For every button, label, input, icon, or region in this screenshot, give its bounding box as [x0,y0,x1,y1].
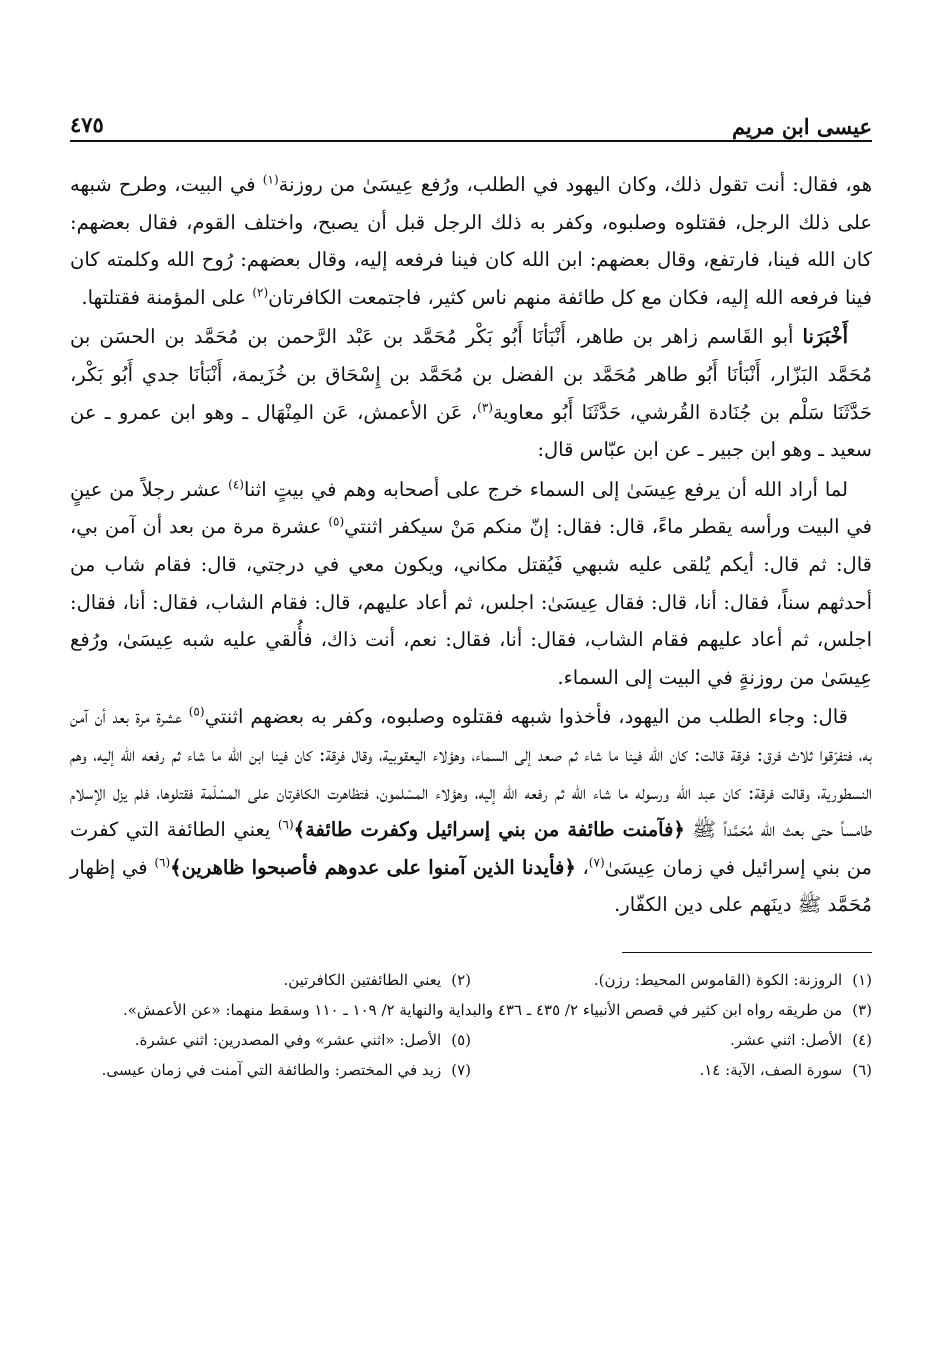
paragraph [70,166,872,316]
text-run: عشرة مرة بعد أن آمن به، فتفرّقوا ثلاث فرق: فرقة قالت: كان الله فينا ما شاء ثم صعد إلى السماء، وهؤلاء اليعقوبية، وقال فرقة: كان فينا ابن الله ما شاء ثم رفعه الله إليه، وهم النسطورية، وقالت فرقة: كان عبد الله ورسوله ما شاء الله ثم رفعه الله إليه، وهؤلاء المسْلمون، فتظاهرت الكافرتان على المسْلَمة فقتلوها، فلم يزل الإسلام طامساً حتى بعث الله مُحَمَّداً ﷺ [70,705,872,842]
footnote-reference: (٢) [252,285,269,300]
footnote-text: الأصل: اثني عشر. [730,1030,843,1049]
footnote-text: سورة الصف، الآية: ١٤. [699,1060,843,1079]
book-page [70,108,872,1085]
running-title: عيسى ابن مريم [731,114,872,139]
text-run: لما أراد الله أن يرفع عِيسَىٰ إلى السماء خرج على أصحابه وهم في بيتٍ اثنا [243,477,849,501]
footnote-number: (١) [852,970,872,989]
text-run: عشرة مرة من بعد أن آمن بي، قال: ثم قال: أيكم يُلقى عليه شبهي فَيُقتل مكاني، ويكون معي في درجتي، قال: فقام شاب من أحدثهم سناً، فقال: أنا، قال: فقال عِيسَىٰ: اجلس، ثم أعاد عليهم، قال: فقام الشاب، فقال: أنا، فقال: اجلس، ثم أعاد عليهم فقام الشاب، فقال: أنا، فقال: نعم، أنت ذاك، فأُلقي عليه شبه عِيسَىٰ، ورُفع عِيسَىٰ من روزنةٍ في البيت إلى السماء. [70,515,872,689]
paragraph [70,698,872,924]
quran-quote: ﴿فآمنت طائفة من بني إسرائيل وكفرت طائفة﴾ [293,818,685,842]
footnote-reference: (٤) [228,477,244,492]
footnote-reference: (٥) [328,514,345,529]
footnote-4 [471,1025,872,1055]
footnote-text: يعني الطائفتين الكافرتين. [283,970,442,989]
footnote-number: (٧) [451,1060,471,1079]
paragraph [70,318,872,468]
footnote-row [70,965,872,995]
footnote-number: (٦) [852,1060,872,1079]
quran-quote: ﴿فأيدنا الذين آمنوا على عدوهم فأصبحوا ظاهرين﴾ [170,855,576,879]
text-run: على المؤمنة فقتلتها. [81,285,253,309]
text-run: أبو القَاسم زاهر بن طاهر، أَنْبَأنَا أَبُو بَكْر مُحَمَّد بن عَبْد الرَّحمن بن مُحَمَّد بن الحسَن بن مُحَمَّد البَزّار، أَنْبَأنَا أَبُو طاهر مُحَمَّد بن الفضل بن مُحَمَّد بن إِسْحَاق بن خُزَيمة، أَنْبَأنَا جدي أَبُو بَكْر، حَدَّثَنَا سَلْم بن جُنَادة القُرشي، حَدَّثَنَا أَبُو معاوية [70,325,873,424]
footnote-3 [70,995,872,1025]
footnote-row [70,1055,872,1085]
text-run: في إظهار مُحَمَّد ﷺ دينَهم على دين الكفّار. [70,855,872,917]
footnote-text: الروزنة: الكوة (القاموس المحيط: رزن). [593,970,843,989]
footnote-text: زيد في المختصر: والطائفة التي آمنت في زمان عيسى. [101,1060,442,1079]
footnote-number: (٤) [852,1030,872,1049]
paragraph [70,471,872,697]
footnote-2 [70,965,471,995]
footnote-reference: (٥) [188,704,205,719]
footnote-reference: (١) [262,172,279,187]
footnote-reference: (٧) [588,855,605,870]
text-run: ، عَن الأعمش، عَن المِنْهَال ـ وهو ابن عمرو ـ عن سعيد ـ وهو ابن جبير ـ عن ابن عبّاس قال: [70,400,872,462]
footnote-1 [471,965,872,995]
text-run: عشر رجلاً من عينٍ في البيت ورأسه يقطر ماءً، قال: فقال: إنّ منكم مَنْ سيكفر اثنتي [70,477,872,539]
footnote-text: من طريقه رواه ابن كثير في قصص الأنبياء ٢/ ٤٣٥ ـ ٤٣٦ والبداية والنهاية ٢/ ١٠٩ ـ ١١٠ وسقط منهما: «عن الأعمش». [122,1000,843,1019]
footnote-5 [70,1025,471,1055]
text-run: يعني الطائفة التي كفرت من بني إسرائيل في زمان عِيسَىٰ [70,818,872,879]
page-number: ٤٧٥ [70,112,104,137]
text-run: ، [575,855,589,879]
isnad-lead-word: أَخْبَرَنا [802,325,848,349]
text-run: هو، فقال: أنت تقول ذلك، وكان اليهود في الطلب، ورُفع عِيسَىٰ من روزنة [278,173,872,196]
footnotes [70,965,872,1085]
main-text [70,166,872,924]
running-header [70,108,872,142]
footnote-reference: (٦) [154,855,171,870]
footnote-6 [471,1055,872,1085]
footnote-reference: (٦) [277,817,294,832]
footnote-separator [622,952,872,953]
text-run: قال: وجاء الطلب من اليهود، فأخذوا شبهه فقتلوه وصلبوه، وكفر به بعضهم اثنتي [204,705,848,729]
footnote-row [70,1025,872,1055]
footnote-reference: (٣) [477,400,493,415]
footnote-number: (٢) [451,970,471,989]
text-run: في البيت، وطرح شبهه على ذلك الرجل، فقتلوه وصلبوه، وكفر به ذلك الرجل قبل أن يصبح، واختلف القوم، فقال بعضهم: كان الله فينا، فارتفع، وقال بعضهم: ابن الله كان فينا فرفعه إليه، وقال بعضهم: رُوح الله وكلمته كان فينا فرفعه الله إليه، فكان مع كل طائفة منهم ناس كثير، فاجتمعت الكافرتان [70,173,872,309]
footnote-7 [70,1055,471,1085]
footnote-text: الأصل: «اثني عشر» وفي المصدرين: اثني عشرة. [134,1030,442,1049]
footnote-number: (٥) [451,1030,471,1049]
footnote-number: (٣) [852,1000,872,1019]
